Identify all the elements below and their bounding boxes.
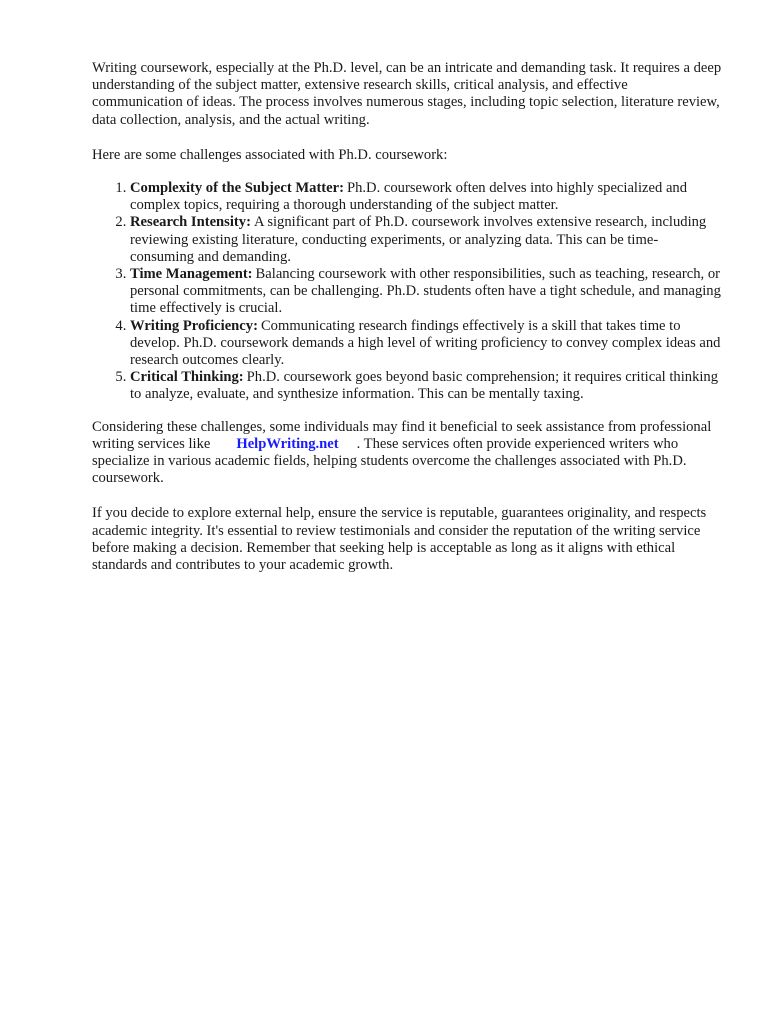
list-item-text: Ph.D. coursework often delves into highly specialized and complex topics, requiring a thorough understanding of the subject matter. bbox=[130, 180, 688, 214]
list-item-term: Time Management: bbox=[130, 266, 253, 283]
list-item-text: Communicating research findings effectively is a skill that takes time to develop. Ph.D. coursework demands a high level of writing proficiency to convey complex ideas and research outcomes clearly. bbox=[130, 317, 721, 369]
assistance-text-before: Considering these challenges, some individuals may find it beneficial to seek assistance from professional writing services like bbox=[92, 418, 712, 452]
list-item-text: Balancing coursework with other responsibilities, such as teaching, research, or personal commitments, can be challenging. Ph.D. students often have a tight schedule, and managing time effectively is crucial. bbox=[130, 266, 721, 317]
assistance-text-after: . These services often provide experienced writers who specialize in various academic fields, helping students overcome the challenges associated with Ph.D. coursework. bbox=[92, 435, 687, 487]
list-item-text: A significant part of Ph.D. coursework involves extensive research, including reviewing existing literature, conducting experiments, or analyzing data. This can be time-consuming and demanding. bbox=[130, 214, 707, 265]
assistance-paragraph bbox=[92, 419, 722, 488]
challenges-list bbox=[92, 180, 722, 404]
list-item bbox=[130, 318, 722, 370]
intro-paragraph: Writing coursework, especially at the Ph.D. level, can be an intricate and demanding task. It requires a deep understanding of the subject matter, extensive research skills, critical analysis, and effective communication of ideas. The process involves numerous stages, including topic selection, literature review, data collection, analysis, and the actual writing. bbox=[92, 60, 722, 128]
challenges-intro: Here are some challenges associated with Ph.D. coursework: bbox=[92, 146, 448, 163]
list-item-term: Critical Thinking: bbox=[130, 369, 244, 386]
document-page bbox=[92, 60, 722, 574]
list-item-term: Complexity of the Subject Matter: bbox=[130, 180, 344, 197]
list-item bbox=[130, 369, 722, 403]
list-item bbox=[130, 266, 722, 318]
list-item-text: Ph.D. coursework goes beyond basic comprehension; it requires critical thinking to analyze, evaluate, and synthesize information. This can be mentally taxing. bbox=[130, 369, 719, 403]
list-item bbox=[130, 180, 722, 214]
closing-paragraph: If you decide to explore external help, ensure the service is reputable, guarantees originality, and respects academic integrity. It's essential to review testimonials and consider the reputation of the writing service before making a decision. Remember that seeking help is acceptable as long as it aligns with ethical standards and contributes to your academic growth. bbox=[92, 505, 707, 574]
list-item-term: Writing Proficiency: bbox=[130, 317, 258, 334]
list-item-term: Research Intensity: bbox=[130, 214, 251, 231]
helpwriting-link[interactable]: HelpWriting.net bbox=[236, 435, 339, 452]
list-item bbox=[130, 214, 722, 266]
